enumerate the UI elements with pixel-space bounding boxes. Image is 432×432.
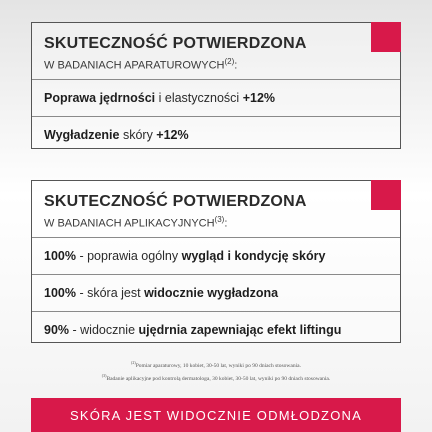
card-header (32, 181, 400, 238)
efficacy-card-application (31, 180, 401, 343)
card-subtitle-end: : (224, 217, 228, 230)
footnote-3 (0, 371, 432, 384)
banner-text: SKÓRA JEST WIDOCZNIE ODMŁODZONA (70, 407, 362, 423)
footnote-ref: (2) (224, 57, 235, 66)
result-value: +12% (242, 90, 276, 105)
footnote-text: Pomiar aparaturowy, 10 kobiet, 30-50 lat, wyniki po 90 dniach stosowania. (135, 362, 301, 369)
result-row (32, 312, 400, 349)
result-highlight: widocznie wygładzona (144, 285, 279, 300)
card-subtitle-text: W BADANIACH APLIKACYJNYCH (44, 217, 215, 230)
result-row (32, 80, 400, 117)
footnote-text: Badanie aplikacyjne pod kontrolą dermatologa, 30 kobiet, 30-50 lat, wyniki po 90 dniach stosowania. (106, 375, 331, 382)
card-subtitle (44, 55, 388, 73)
result-text: - widocznie (69, 323, 139, 338)
card-subtitle-end: : (234, 59, 238, 72)
result-percent: 100% (44, 285, 76, 300)
result-percent: 90% (44, 323, 70, 338)
accent-square (371, 22, 401, 52)
result-text: i elastyczności (155, 90, 243, 105)
footnote-ref: (2) (131, 360, 136, 365)
result-value: +12% (156, 128, 189, 143)
result-row (32, 238, 400, 275)
footnote-ref: (3) (101, 372, 107, 378)
result-text: - poprawia ogólny (75, 248, 182, 263)
result-highlight: Poprawa jędrności (44, 90, 156, 105)
claim-banner (31, 398, 401, 432)
result-percent: 100% (44, 248, 76, 263)
accent-square (371, 180, 401, 210)
card-title: SKUTECZNOŚĆ POTWIERDZONA (44, 35, 307, 52)
footnote-ref: (3) (214, 215, 225, 224)
result-row (32, 117, 400, 154)
footnote-2 (0, 358, 432, 371)
result-highlight: Wygładzenie (44, 128, 120, 143)
result-text: - skóra jest (75, 285, 145, 300)
result-highlight: wygląd i kondycję skóry (181, 248, 326, 263)
result-text: skóry (119, 128, 157, 143)
card-header (32, 23, 400, 80)
result-row (32, 275, 400, 312)
card-subtitle (44, 213, 388, 231)
result-highlight: ujędrnia zapewniając efekt liftingu (138, 323, 342, 338)
card-title: SKUTECZNOŚĆ POTWIERDZONA (44, 193, 307, 210)
footnotes (0, 358, 432, 384)
efficacy-card-instrumental (31, 22, 401, 149)
card-subtitle-text: W BADANIACH APARATUROWYCH (44, 59, 225, 72)
